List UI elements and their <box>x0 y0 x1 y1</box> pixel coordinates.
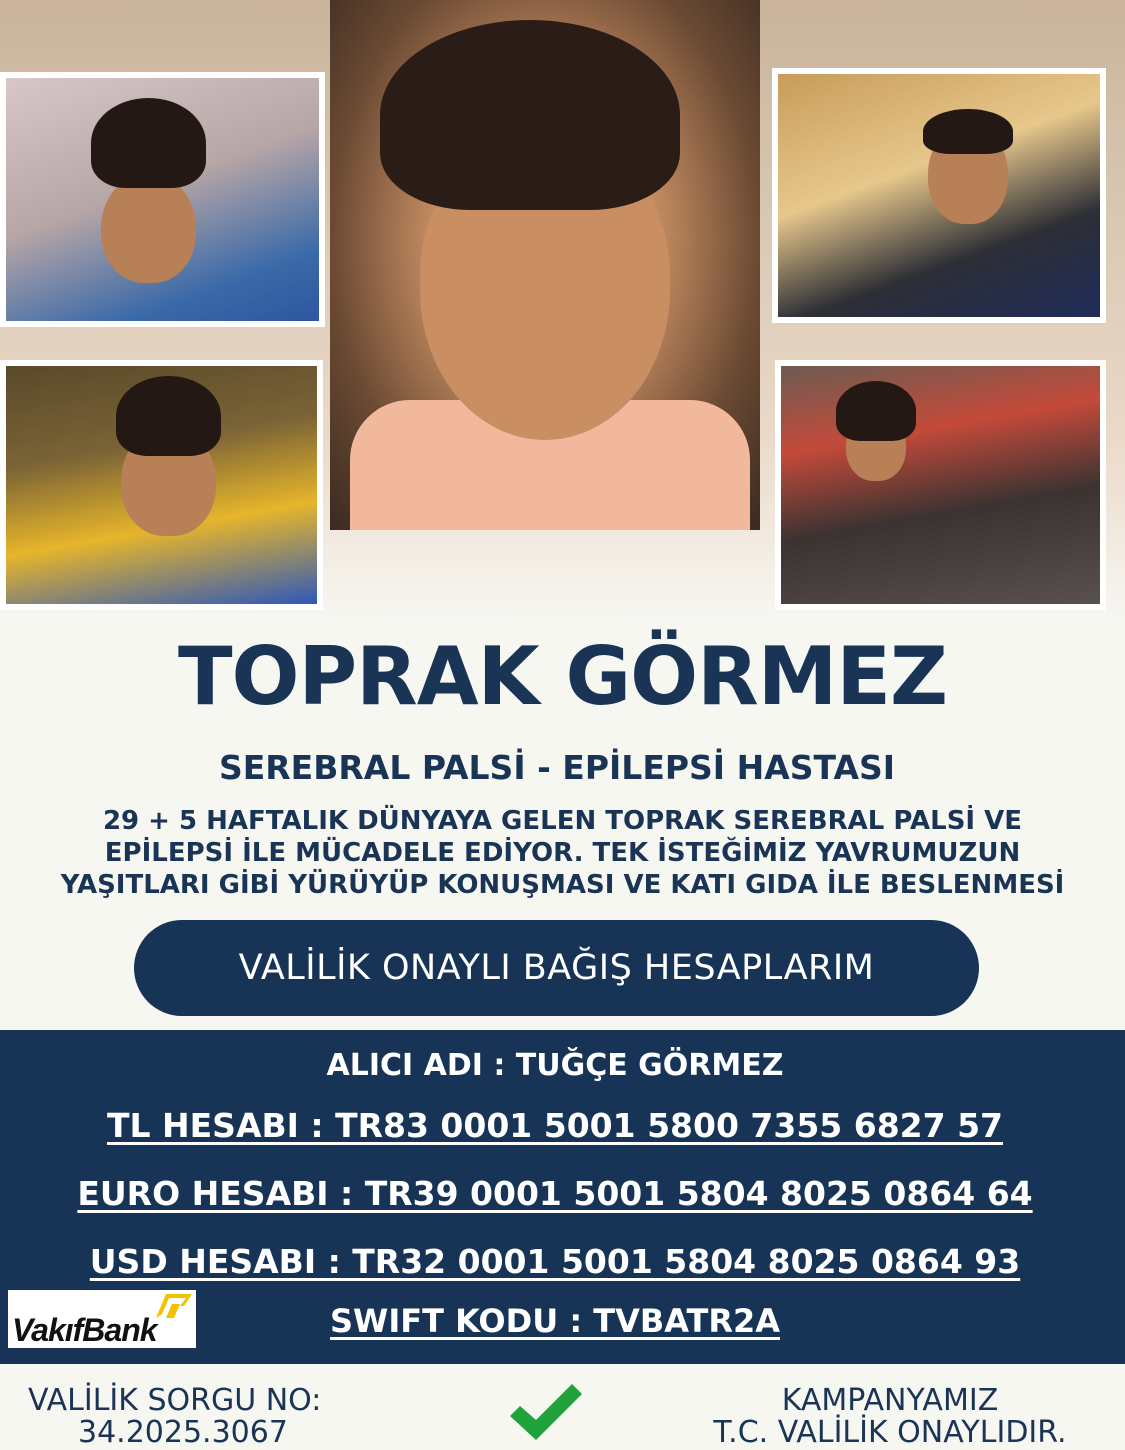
check-icon <box>506 1380 586 1446</box>
photo-collage <box>0 0 1125 620</box>
approval-line-2: T.C. VALİLİK ONAYLIDIR. <box>713 1415 1067 1450</box>
vakifbank-wordmark: VakıfBank <box>12 1312 157 1348</box>
photo-bottom-right <box>775 360 1106 610</box>
tl-account: TL HESABI : TR83 0001 5001 5800 7355 6827 57 <box>106 1106 1004 1145</box>
euro-account: EURO HESABI : TR39 0001 5001 5804 8025 0864 64 <box>77 1174 1033 1213</box>
donation-accounts-banner: VALİLİK ONAYLI BAĞIŞ HESAPLARIM <box>134 920 979 1016</box>
query-number-block <box>28 1385 321 1449</box>
main-photo-hair <box>380 20 680 210</box>
swift-code: SWIFT KODU : TVBATR2A <box>329 1302 781 1340</box>
query-number: 34.2025.3067 <box>78 1415 288 1450</box>
diagnosis-subtitle: SEREBRAL PALSİ - EPİLEPSİ HASTASI <box>218 748 896 787</box>
approval-line-1: KAMPANYAMIZ <box>781 1383 999 1418</box>
vakifbank-logo <box>8 1290 196 1348</box>
query-label: VALİLİK SORGU NO: <box>28 1383 322 1418</box>
photo-top-right <box>772 68 1106 323</box>
photo-top-left <box>0 72 325 327</box>
story-description: 29 + 5 HAFTALIK DÜNYAYA GELEN TOPRAK SEREBRAL PALSİ VE EPİLEPSİ İLE MÜCADELE EDİYOR. TEK İSTEĞİMİZ YAVRUMUZUN YAŞITLARI GİBİ YÜRÜYÜP KONUŞMASI VE KATI GIDA İLE BESLENMESİ <box>60 806 1065 900</box>
recipient-name: ALICI ADI : TUĞÇE GÖRMEZ <box>326 1048 784 1083</box>
photo-bottom-left <box>0 360 323 610</box>
usd-account: USD HESABI : TR32 0001 5001 5804 8025 0864 93 <box>89 1242 1021 1281</box>
approval-statement <box>690 1385 1090 1449</box>
page-title: TOPRAK GÖRMEZ <box>177 630 948 723</box>
